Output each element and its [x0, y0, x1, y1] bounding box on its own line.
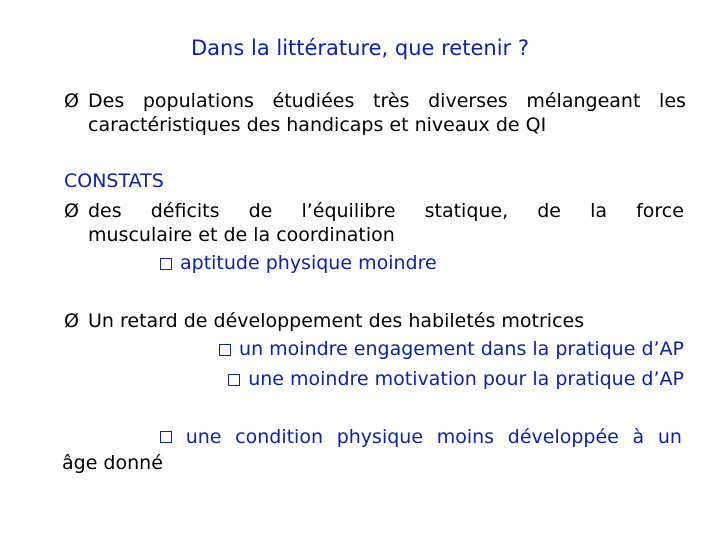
checkbox-icon	[228, 374, 240, 386]
word: mélangeant	[526, 90, 641, 112]
checkbox-icon	[160, 258, 172, 270]
word: condition	[235, 426, 324, 448]
point2-sub-3	[160, 426, 682, 448]
word: moins	[436, 426, 495, 448]
word: Des	[88, 90, 125, 112]
slide-title: Dans la littérature, que retenir ?	[191, 36, 529, 60]
point2-sub-2	[160, 368, 684, 390]
word: statique,	[424, 200, 509, 222]
intro-line-1	[88, 90, 686, 112]
point2-sub-3-tail: âge donné	[62, 452, 163, 474]
checkbox-icon	[160, 431, 172, 443]
point1-line-1	[88, 200, 684, 222]
word: très	[373, 90, 410, 112]
word: déficits	[150, 200, 220, 222]
arrow-bullet-icon: Ø	[64, 310, 79, 332]
word: force	[636, 200, 684, 222]
constats-heading: CONSTATS	[64, 170, 164, 192]
word: de	[537, 200, 561, 222]
point1-sub	[160, 252, 437, 274]
word: développée	[507, 426, 619, 448]
word: un	[657, 426, 682, 448]
word: l’équilibre	[301, 200, 396, 222]
intro-line-2: caractéristiques des handicaps et niveaux de QI	[88, 114, 547, 136]
checkbox-icon	[219, 344, 231, 356]
point2-sub-1	[160, 338, 684, 360]
point2-sub-2-text: une moindre motivation pour la pratique d’AP	[248, 368, 684, 390]
point1-sub-text: aptitude physique moindre	[180, 252, 437, 274]
arrow-bullet-icon: Ø	[64, 90, 79, 112]
word: diverses	[428, 90, 508, 112]
word: une	[185, 426, 222, 448]
point2-sub-1-text: un moindre engagement dans la pratique d’AP	[239, 338, 684, 360]
word: physique	[336, 426, 424, 448]
arrow-bullet-icon: Ø	[64, 200, 79, 222]
point1-line-2: musculaire et de la coordination	[88, 224, 395, 246]
word: de	[248, 200, 273, 222]
point2-line: Un retard de développement des habiletés motrices	[88, 310, 585, 332]
word: les	[659, 90, 686, 112]
word: la	[590, 200, 607, 222]
word: des	[88, 200, 122, 222]
word: populations	[142, 90, 254, 112]
word: étudiées	[272, 90, 355, 112]
word: à	[632, 426, 645, 448]
